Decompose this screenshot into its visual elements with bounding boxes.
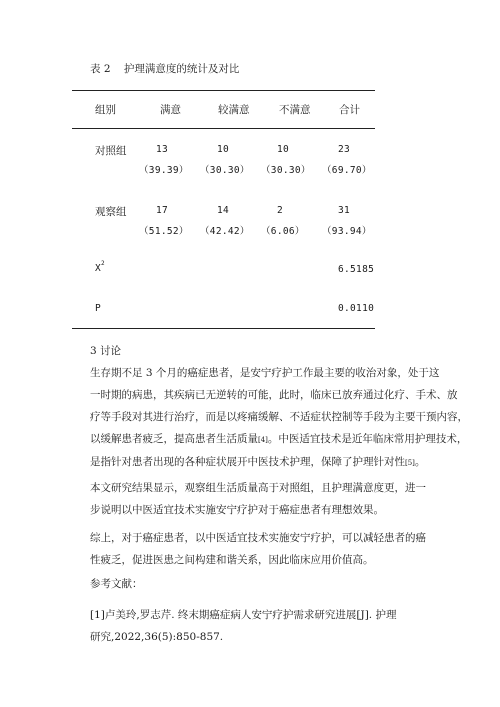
table-caption-label: 表 2: [90, 63, 111, 75]
chi-square-label: X: [95, 263, 102, 274]
discussion-paragraph-2: [90, 477, 430, 521]
paragraph-line: 疗等手段对其进行治疗，而是以疼痛缓解、不适症状控制等手段为主要干预内容，: [90, 411, 468, 423]
discussion-paragraph-1: [90, 362, 468, 474]
table-cell: （69.70）: [322, 165, 372, 176]
table-header-rule: [72, 128, 375, 129]
table-top-rule: [72, 90, 375, 91]
reference-item-line: 研究,2022,36(5):850-857.: [90, 631, 224, 643]
table-row-chi-square: [95, 260, 105, 274]
paragraph-line: 生存期不足 3 个月的癌症患者，是安宁疗护工作最主要的收治对象，处于这: [90, 367, 440, 379]
table-header-group: 组别: [95, 104, 116, 116]
table-cell: （30.30）: [200, 165, 250, 176]
table-header-satisfied: 满意: [160, 104, 181, 116]
table-row-observation-group: 观察组: [95, 206, 127, 218]
paragraph-line: 性疲乏，促进医患之间构建和谐关系，因此临床应用价值高。: [90, 554, 374, 566]
paragraph-line: [90, 451, 430, 474]
paragraph-line: 本文研究结果显示，观察组生活质量高于对照组，且护理满意度更，进一: [90, 482, 426, 494]
table-header-dissatisfied: 不满意: [279, 104, 311, 116]
p-value: 0.0110: [338, 303, 375, 314]
chi-square-value: 6.5185: [338, 264, 375, 275]
table-cell: （51.52）: [139, 226, 189, 237]
paragraph-text: 。: [414, 456, 426, 468]
paragraph-text: 以缓解患者疲乏，提高患者生活质量: [90, 433, 258, 445]
table-cell: （42.42）: [200, 226, 250, 237]
table-cell: 17: [156, 205, 169, 216]
paragraph-line: 综上，对于癌症患者，以中医适宜技术实施安宁疗护，可以减轻患者的癌: [90, 532, 426, 544]
section-heading-references: 参考文献：: [90, 578, 143, 590]
table-bottom-rule: [72, 328, 375, 329]
paragraph-text: 是指针对患者出现的各种症状展开中医技术护理，保障了护理针对性: [90, 456, 405, 468]
table-header-total: 合计: [339, 104, 360, 116]
table-cell: 13: [156, 144, 169, 155]
paragraph-line: 步说明以中医适宜技术实施安宁疗护对于癌症患者有理想效果。: [90, 504, 384, 516]
table-cell: （93.94）: [322, 226, 372, 237]
table-row-p-value: P: [95, 303, 102, 314]
chi-square-superscript: 2: [101, 260, 105, 267]
citation-ref: [4]: [258, 436, 268, 444]
discussion-paragraph-3: [90, 527, 430, 571]
table-cell: （39.39）: [139, 165, 189, 176]
table-cell: 31: [338, 205, 351, 216]
table-cell: （6.06）: [261, 226, 305, 237]
reference-item-line: [1]卢美玲,罗志芹. 终末期癌症病人安宁疗护需求研究进展[J]. 护理: [90, 609, 397, 621]
table-cell: 14: [217, 205, 230, 216]
table-cell: （30.30）: [261, 165, 311, 176]
paragraph-line: 一时期的病患，其疾病已无逆转的可能，此时，临床已放弃通过化疗、手术、放: [90, 389, 458, 401]
table-cell: 10: [277, 144, 290, 155]
reference-list: [90, 604, 430, 648]
table-cell: 23: [338, 144, 351, 155]
table-caption: [90, 61, 239, 76]
table-caption-title: 护理满意度的统计及对比: [123, 63, 240, 75]
paragraph-line: [90, 428, 468, 451]
table-cell: 10: [217, 144, 230, 155]
section-heading-discussion: 3 讨论: [90, 345, 122, 357]
table-cell: 2: [277, 205, 284, 216]
paragraph-text: 。中医适宜技术是近年临床常用护理技术，: [267, 433, 468, 445]
citation-ref: [5]: [405, 459, 415, 467]
table-row-control-group: 对照组: [95, 145, 127, 157]
table-header-fairly-satisfied: 较满意: [218, 104, 250, 116]
